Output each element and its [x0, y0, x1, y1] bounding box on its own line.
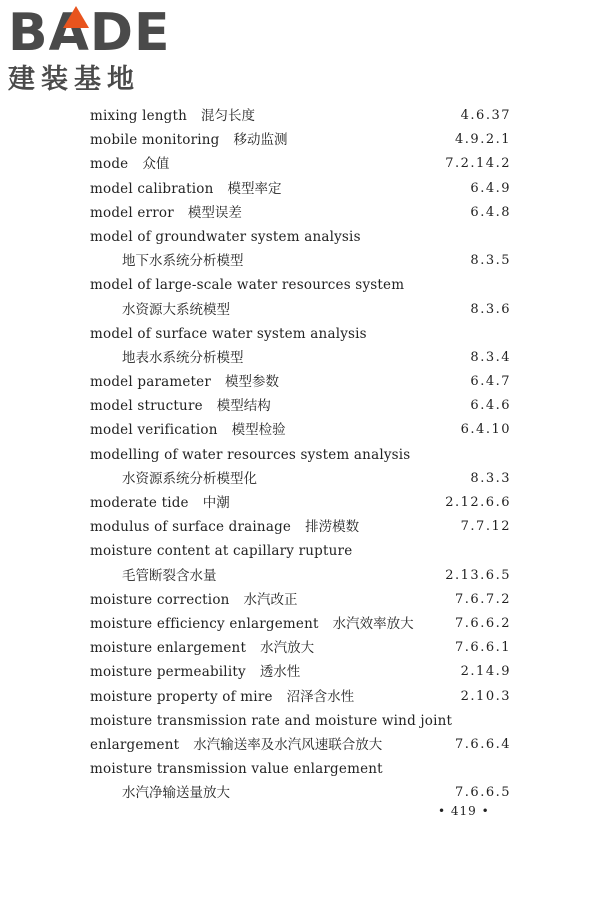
entry-chinese-term: 模型结构 [216, 398, 271, 415]
index-entry [90, 757, 514, 781]
entry-section-number: 2.13.6.5 [445, 567, 511, 583]
entry-chinese-term: 水汽效率放大 [332, 615, 414, 632]
entry-english-term: model error [90, 204, 174, 221]
page-number: • 419 • [438, 804, 490, 818]
entry-english-term: mode [90, 156, 129, 173]
entry-section-number: 2.12.6.6 [445, 495, 511, 510]
entry-section-number: 8.3.3 [470, 470, 511, 486]
entry-english-term: moderate tide [90, 495, 189, 511]
entry-english-term: moisture property of mire [90, 688, 273, 705]
entry-section-number: 7.6.6.2 [455, 615, 511, 631]
index-entry [90, 709, 514, 733]
index-entry [90, 660, 514, 684]
entry-english-term: model parameter [90, 374, 212, 391]
entry-english-term: model structure [90, 398, 203, 415]
index-entry [90, 781, 514, 805]
entry-english-term: modelling of water resources system analysis [90, 446, 411, 463]
index-entry [90, 564, 514, 588]
index-entry [90, 249, 514, 273]
index-entry [90, 588, 514, 612]
index-entry [90, 370, 514, 394]
index-entry [90, 201, 514, 225]
index-entry [90, 322, 514, 346]
entry-english-term: modulus of surface drainage [90, 519, 292, 536]
entry-english-term: model verification [90, 422, 218, 439]
index-entry [90, 128, 514, 152]
index-entry [90, 298, 514, 322]
entry-chinese-term: 地表水系统分析模型 [122, 349, 244, 366]
entry-english-term: moisture correction [90, 591, 230, 608]
index-entry [90, 104, 514, 128]
entry-chinese-term: 水资源大系统模型 [122, 301, 230, 318]
entry-chinese-term: 水资源系统分析模型化 [122, 470, 257, 487]
entry-chinese-term: 中潮 [202, 495, 230, 511]
entry-section-number: 6.4.6 [470, 398, 511, 414]
entry-section-number: 6.4.9 [470, 180, 511, 196]
index-entry [90, 177, 514, 201]
entry-chinese-term: 水汽放大 [260, 640, 315, 657]
entry-english-term: moisture efficiency enlargement [90, 615, 319, 632]
index-entry [90, 491, 514, 515]
index-entry [90, 515, 514, 539]
entry-section-number: 4.9.2.1 [455, 132, 511, 148]
entry-chinese-term: 沼泽含水性 [286, 688, 355, 705]
entry-english-term: model of large-scale water resources system [90, 277, 405, 294]
index-entry [90, 394, 514, 418]
entry-section-number: 8.3.4 [470, 349, 511, 365]
entry-chinese-term: 模型检验 [231, 422, 286, 439]
index-entry [90, 443, 514, 467]
entry-section-number: 7.6.6.5 [455, 785, 511, 801]
entry-section-number: 6.4.8 [470, 204, 511, 220]
entry-section-number: 7.6.7.2 [455, 591, 511, 607]
entry-section-number: 7.2.14.2 [445, 156, 511, 172]
entry-chinese-term: 透水性 [259, 664, 301, 681]
entry-section-number: 7.7.12 [460, 519, 511, 535]
site-logo [8, 4, 178, 96]
entry-section-number: 8.3.6 [470, 301, 511, 317]
entry-chinese-term: 水汽改正 [243, 591, 298, 608]
entry-english-term: mixing length [90, 108, 188, 124]
index-entry [90, 636, 514, 660]
glossary-index [90, 104, 514, 805]
index-entry [90, 152, 514, 176]
index-entry [90, 733, 514, 757]
entry-english-term: model calibration [90, 180, 214, 197]
entry-chinese-term: 水汽净输送量放大 [122, 785, 230, 802]
logo-accent-triangle-icon [63, 6, 89, 28]
entry-chinese-term: 模型率定 [227, 180, 282, 197]
entry-chinese-term: 混匀长度 [201, 108, 256, 124]
entry-chinese-term: 移动监测 [233, 132, 288, 149]
entry-chinese-term: 模型参数 [225, 374, 280, 391]
index-entry [90, 539, 514, 563]
index-entry [90, 685, 514, 709]
index-entry [90, 467, 514, 491]
entry-english-term: enlargement [90, 736, 180, 753]
entry-english-term: moisture transmission rate and moisture wind joint [90, 712, 453, 729]
logo-word: BADE [8, 3, 171, 63]
index-entry [90, 418, 514, 442]
entry-chinese-term: 排涝模数 [305, 519, 360, 536]
entry-english-term: model of groundwater system analysis [90, 228, 361, 245]
entry-section-number: 7.6.6.1 [455, 640, 511, 656]
index-entry [90, 346, 514, 370]
entry-section-number: 8.3.5 [470, 253, 511, 269]
entry-section-number: 4.6.37 [460, 108, 511, 123]
entry-english-term: mobile monitoring [90, 132, 220, 149]
entry-english-term: moisture transmission value enlargement [90, 761, 383, 778]
entry-section-number: 6.4.7 [470, 374, 511, 390]
entry-chinese-term: 模型误差 [187, 204, 242, 221]
entry-english-term: model of surface water system analysis [90, 325, 367, 342]
entry-section-number: 6.4.10 [460, 422, 511, 438]
entry-section-number: 7.6.6.4 [455, 736, 511, 752]
entry-section-number: 2.14.9 [460, 664, 511, 680]
entry-english-term: moisture enlargement [90, 640, 247, 657]
entry-chinese-term: 毛管断裂含水量 [122, 567, 217, 584]
logo-subtitle: 建装基地 [8, 64, 140, 95]
index-entry [90, 225, 514, 249]
entry-chinese-term: 地下水系统分析模型 [122, 253, 244, 270]
index-entry [90, 273, 514, 297]
logo-wordmark [8, 4, 178, 62]
index-entry [90, 612, 514, 636]
entry-chinese-term: 众值 [142, 156, 170, 173]
entry-english-term: moisture content at capillary rupture [90, 543, 353, 560]
entry-section-number: 2.10.3 [460, 688, 511, 704]
entry-chinese-term: 水汽输送率及水汽风速联合放大 [193, 736, 383, 753]
entry-english-term: moisture permeability [90, 664, 246, 681]
